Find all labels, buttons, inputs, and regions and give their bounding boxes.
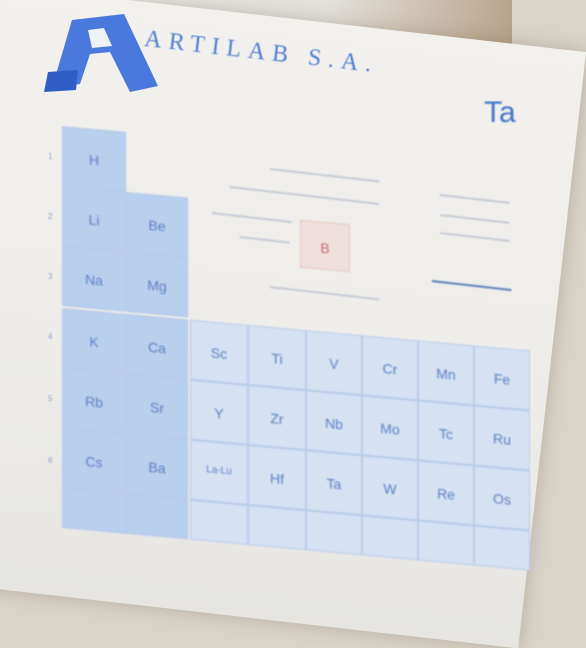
period-number: 3 xyxy=(48,272,53,281)
element-cell xyxy=(126,494,188,540)
element-cell xyxy=(306,390,362,455)
element-symbol: Zr xyxy=(270,409,284,428)
element-cell xyxy=(306,330,362,395)
element-cell xyxy=(418,460,474,525)
element-symbol: Re xyxy=(437,485,455,503)
element-cell xyxy=(190,320,248,385)
element-symbol: Y xyxy=(214,404,224,422)
element-cell xyxy=(474,345,530,410)
element-cell xyxy=(62,428,126,494)
element-cell xyxy=(418,400,474,465)
element-cell xyxy=(362,395,418,460)
element-cell xyxy=(248,445,306,510)
period-number: 6 xyxy=(48,456,53,465)
element-cell xyxy=(418,520,474,565)
element-symbol: Li xyxy=(88,211,100,229)
element-symbol: Rb xyxy=(85,393,103,411)
element-symbol: Ca xyxy=(148,338,166,357)
element-symbol: V xyxy=(329,355,339,373)
element-symbol: Sc xyxy=(210,344,228,363)
element-cell xyxy=(190,380,248,445)
element-symbol: Nb xyxy=(325,414,343,433)
artilab-logo xyxy=(38,12,163,98)
element-symbol: W xyxy=(383,480,397,498)
element-cell xyxy=(126,252,188,318)
element-cell xyxy=(306,450,362,515)
element-symbol: Tc xyxy=(439,425,453,443)
element-symbol: Be xyxy=(148,216,166,235)
element-cell xyxy=(62,246,126,312)
element-cell xyxy=(190,500,248,545)
periodic-table xyxy=(40,114,580,603)
element-symbol: Na xyxy=(85,271,103,289)
element-cell xyxy=(474,465,530,530)
element-symbol: Fe xyxy=(493,370,511,388)
element-cell xyxy=(126,192,188,258)
element-symbol: B xyxy=(320,240,330,257)
element-symbol: La-Lu xyxy=(206,464,232,478)
element-cell xyxy=(248,385,306,450)
period-number: 1 xyxy=(48,152,53,161)
element-symbol: Ti xyxy=(271,350,283,368)
element-symbol: Ru xyxy=(493,430,511,448)
element-symbol: Ta xyxy=(326,475,342,493)
element-symbol: K xyxy=(89,333,99,351)
element-symbol: Mn xyxy=(436,365,456,383)
element-symbol: Mo xyxy=(380,419,400,438)
element-symbol: Sr xyxy=(150,399,164,417)
element-cell xyxy=(362,515,418,560)
element-symbol: Ba xyxy=(148,458,166,477)
element-cell xyxy=(62,308,126,374)
element-cell-boron xyxy=(300,220,350,273)
element-cell xyxy=(248,505,306,550)
element-cell xyxy=(126,434,188,500)
element-cell xyxy=(474,405,530,470)
element-cell xyxy=(362,335,418,400)
element-symbol: H xyxy=(88,151,100,169)
element-symbol: Mg xyxy=(147,276,167,295)
element-cell xyxy=(362,455,418,520)
element-cell xyxy=(418,340,474,405)
element-cell xyxy=(62,488,126,534)
period-number: 5 xyxy=(48,394,53,403)
element-cell xyxy=(62,126,126,192)
element-cell xyxy=(62,368,126,434)
element-cell xyxy=(190,440,248,505)
element-symbol: Hf xyxy=(270,469,284,488)
element-cell xyxy=(306,510,362,555)
element-symbol: Cr xyxy=(382,360,398,378)
element-cell xyxy=(62,186,126,252)
period-number: 4 xyxy=(48,332,53,341)
period-number: 2 xyxy=(48,212,53,221)
element-cell xyxy=(126,314,188,380)
element-symbol: Cs xyxy=(85,453,103,471)
poster-title: Ta xyxy=(484,96,516,129)
element-cell xyxy=(126,374,188,440)
element-cell xyxy=(474,525,530,570)
element-symbol: Os xyxy=(493,490,511,508)
brand-name: ARTILAB S.A. xyxy=(143,26,380,79)
element-cell xyxy=(248,325,306,390)
